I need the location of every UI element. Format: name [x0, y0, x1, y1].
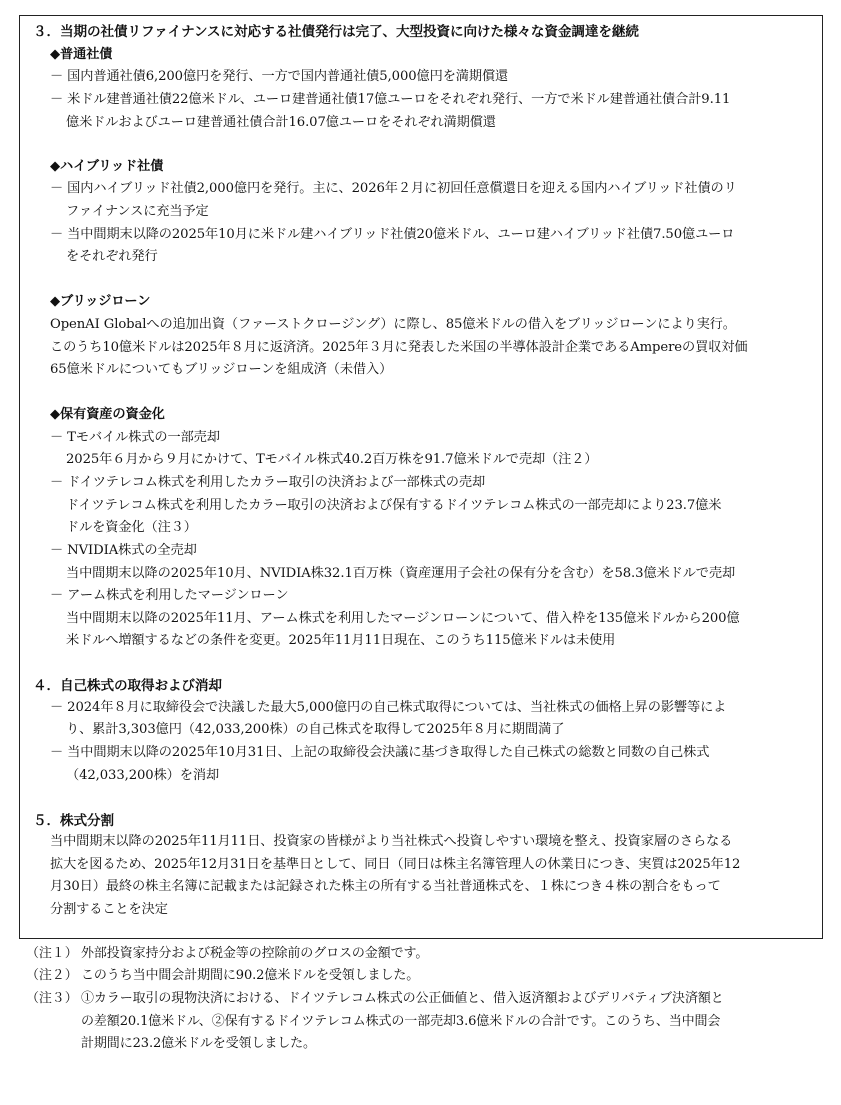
list-item-continuation: ファイナンスに充当予定 [66, 204, 209, 219]
list-item: － 米ドル建普通社債22億米ドル、ユーロ建普通社債17億ユーロをそれぞれ発行、一方で米ドル建普通社債合計9.11 [50, 92, 731, 107]
paragraph-line: 65億米ドルについてもブリッジローンを組成済（未借入） [50, 362, 393, 377]
list-item-continuation: をそれぞれ発行 [66, 249, 158, 264]
list-item: － 当中間期末以降の2025年10月に米ドル建ハイブリッド社債20億米ドル、ユーロ建ハイブリッド社債7.50億ユーロ [50, 227, 735, 242]
list-item-detail: 当中間期末以降の2025年10月、NVIDIA株32.1百万株（資産運用子会社の保有分を含む）を58.3億米ドルで売却 [66, 566, 736, 581]
footnote-text: 外部投資家持分および税金等の控除前のグロスの金額です。 [81, 946, 429, 961]
subsection-ordinary-bonds-title: ◆普通社債 [50, 47, 113, 62]
subsection-asset-monetization-title: ◆保有資産の資金化 [50, 407, 165, 422]
list-item: － NVIDIA株式の全売却 [50, 543, 197, 558]
list-item: － 国内普通社債6,200億円を発行、一方で国内普通社債5,000億円を満期償還 [50, 69, 509, 84]
footnote-text: 計期間に23.2億米ドルを受領しました。 [81, 1036, 316, 1051]
list-item-continuation: り、累計3,303億円（42,033,200株）の自己株式を取得して2025年８月に期間満了 [66, 722, 565, 737]
paragraph-line: このうち10億米ドルは2025年８月に返済済。2025年３月に発表した米国の半導体設計企業であるAmpereの買収対価 [50, 340, 748, 355]
subsection-bridge-loan-title: ◆ブリッジローン [50, 294, 151, 309]
paragraph-line: 当中間期末以降の2025年11月11日、投資家の皆様がより当社株式へ投資しやすい環境を整え、投資家層のさらなる [50, 834, 733, 849]
list-item: － アーム株式を利用したマージンローン [50, 588, 289, 603]
footnote-text: の差額20.1億米ドル、②保有するドイツテレコム株式の一部売却3.6億米ドルの合計です。このうち、当中間会 [81, 1014, 721, 1029]
footnote-text: ①カラー取引の現物決済における、ドイツテレコム株式の公正価値と、借入返済額およびデリバティブ決済額と [81, 991, 724, 1006]
footnote-label: （注１） [26, 946, 78, 961]
list-item-detail: ドイツテレコム株式を利用したカラー取引の決済および保有するドイツテレコム株式の一部売却により23.7億米 [66, 498, 722, 513]
section-4-heading: ４．自己株式の取得および消却 [33, 678, 222, 694]
paragraph-line: OpenAI Globalへの追加出資（ファーストクロージング）に際し、85億米ドルの借入をブリッジローンにより実行。 [50, 317, 736, 332]
list-item-detail: 2025年６月から９月にかけて、Tモバイル株式40.2百万株を91.7億米ドルで売却（注２） [66, 452, 598, 467]
list-item: － 2024年８月に取締役会で決議した最大5,000億円の自己株式取得については、当社株式の価格上昇の影響等によ [50, 700, 727, 715]
subsection-hybrid-bonds-title: ◆ハイブリッド社債 [50, 159, 164, 174]
footnote-label: （注２） [26, 968, 78, 983]
list-item-continuation: （42,033,200株）を消却 [66, 768, 220, 783]
paragraph-line: 分割することを決定 [50, 902, 168, 917]
footnote-label: （注３） [26, 991, 78, 1006]
list-item-detail: 当中間期末以降の2025年11月、アーム株式を利用したマージンローンについて、借入枠を135億米ドルから200億 [66, 611, 740, 626]
list-item-detail: 米ドルへ増額するなどの条件を変更。2025年11月11日現在、このうち115億米ドルは未使用 [66, 633, 616, 648]
paragraph-line: 月30日）最終の株主名簿に記載または記録された株主の所有する当社普通株式を、１株につき４株の割合をもって [50, 879, 721, 894]
paragraph-line: 拡大を図るため、2025年12月31日を基準日として、同日（同日は株主名簿管理人の休業日につき、実質は2025年12 [50, 857, 741, 872]
section-5-heading: ５．株式分割 [33, 813, 114, 829]
section-3-heading: ３．当期の社債リファイナンスに対応する社債発行は完了、大型投資に向けた様々な資金調達を継続 [33, 24, 639, 40]
list-item: － 当中間期末以降の2025年10月31日、上記の取締役会決議に基づき取得した自己株式の総数と同数の自己株式 [50, 745, 710, 760]
footnote-text: このうち当中間会計期間に90.2億米ドルを受領しました。 [81, 968, 420, 983]
list-item-continuation: 億米ドルおよびユーロ建普通社債合計16.07億ユーロをそれぞれ満期償還 [66, 115, 496, 130]
list-item: － 国内ハイブリッド社債2,000億円を発行。主に、2026年２月に初回任意償還日を迎える国内ハイブリッド社債のリ [50, 181, 737, 196]
list-item: － ドイツテレコム株式を利用したカラー取引の決済および一部株式の売却 [50, 475, 486, 490]
list-item-detail: ドルを資金化（注３） [66, 520, 197, 535]
list-item: － Tモバイル株式の一部売却 [50, 430, 220, 445]
